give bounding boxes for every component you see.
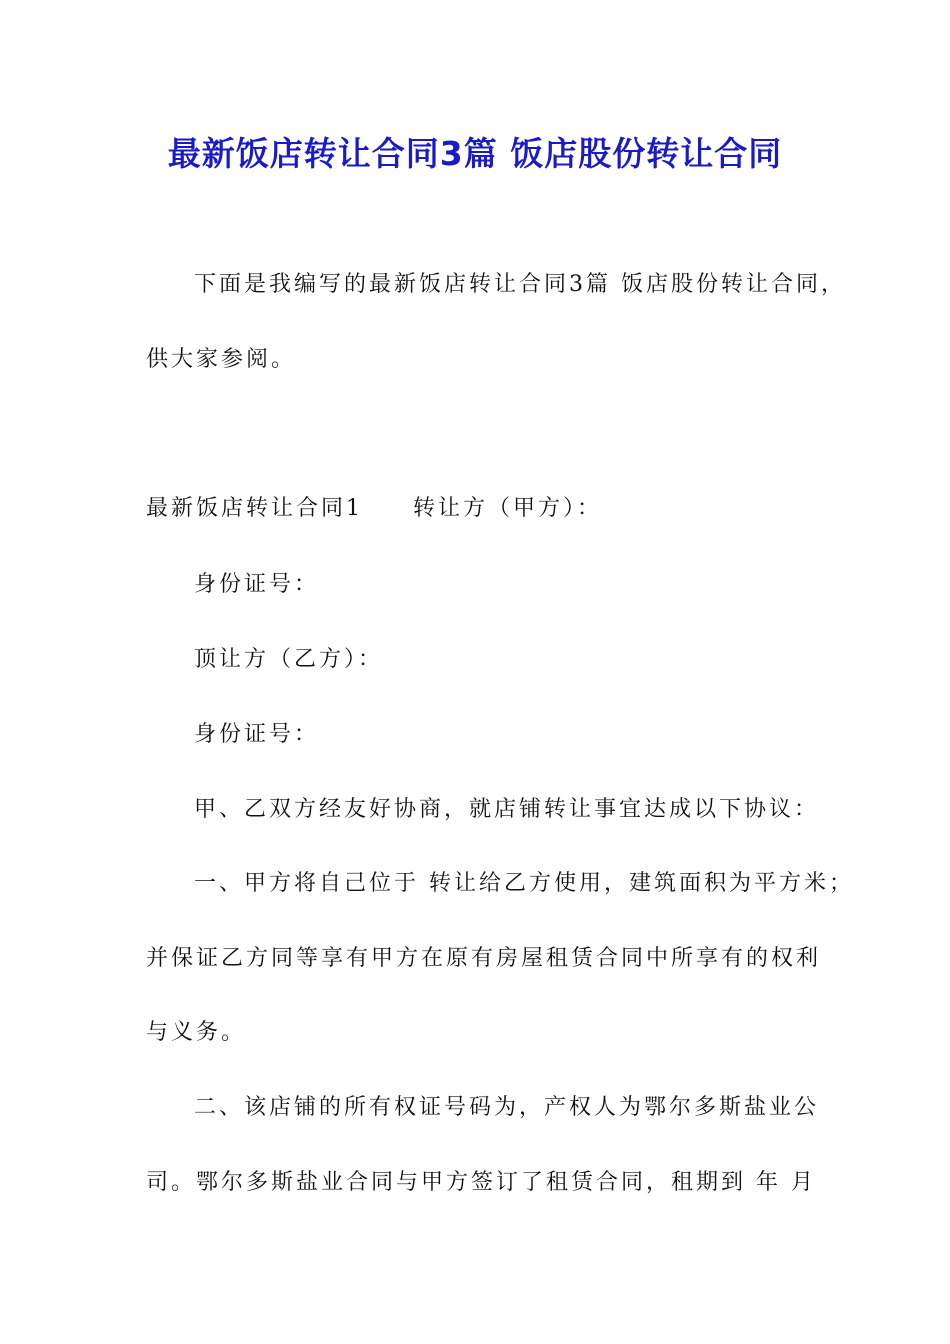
clause-2-line-2: 司。鄂尔多斯盐业合同与甲方签订了租赁合同，租期到 年 月 bbox=[146, 1170, 816, 1195]
transferee-id-label: 身份证号： bbox=[194, 722, 320, 747]
transferor-label: 转让方（甲方）： bbox=[413, 496, 603, 521]
document-title: 最新饭店转让合同3篇 饭店股份转让合同 bbox=[167, 134, 783, 173]
intro-line-2: 供大家参阅。 bbox=[146, 347, 297, 372]
clause-1-line-2: 并保证乙方同等享有甲方在原有房屋租赁合同中所享有的权利 bbox=[146, 946, 822, 971]
agreement-paragraph: 甲、乙双方经友好协商，就店铺转让事宜达成以下协议： bbox=[194, 797, 820, 822]
clause-2-line-1: 二、该店铺的所有权证号码为，产权人为鄂尔多斯盐业公 bbox=[194, 1095, 820, 1120]
clause-1-line-3: 与义务。 bbox=[146, 1020, 247, 1045]
clause-1-line-1: 一、甲方将自己位于 转让给乙方使用，建筑面积为平方米； bbox=[194, 871, 854, 896]
section-heading-row bbox=[146, 494, 602, 524]
section-heading: 最新饭店转让合同1 bbox=[146, 496, 363, 521]
transferor-id-label: 身份证号： bbox=[194, 572, 320, 597]
transferee-label: 顶让方（乙方）： bbox=[194, 647, 384, 672]
intro-line-1: 下面是我编写的最新饭店转让合同3篇 饭店股份转让合同， bbox=[194, 272, 846, 297]
